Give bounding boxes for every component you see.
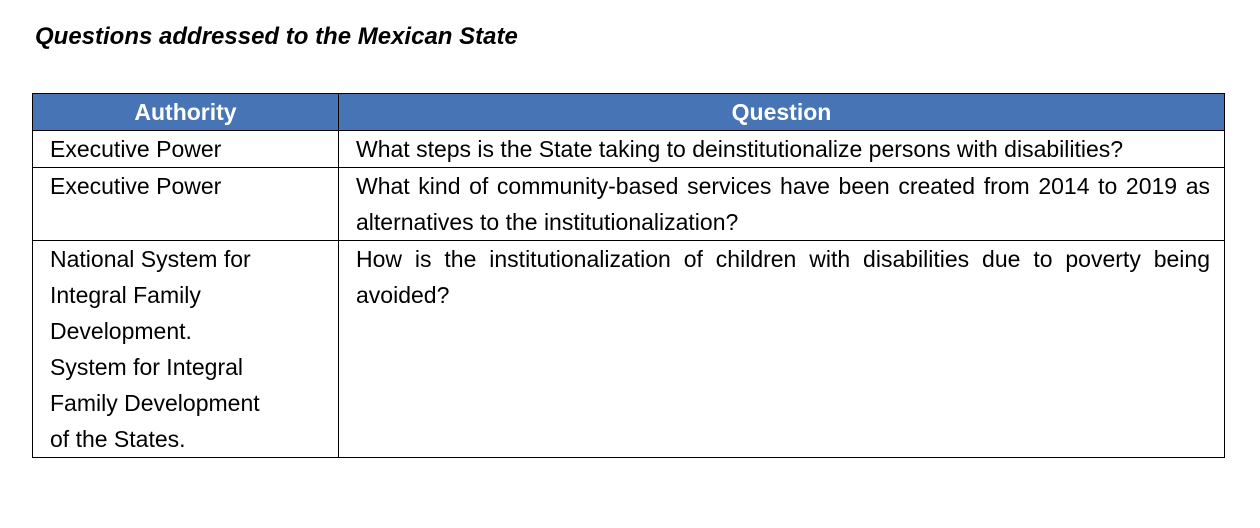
question-cell: What kind of community-based services have been created from 2014 to 2019 as alternatives to the institutionalization? — [339, 168, 1225, 241]
question-cell: What steps is the State taking to deinstitutionalize persons with disabilities? — [339, 131, 1225, 168]
authority-line: National System for — [50, 246, 251, 272]
table-header-row — [33, 94, 1225, 131]
authority-cell — [33, 241, 339, 458]
questions-table — [32, 93, 1225, 458]
authority-cell: Executive Power — [33, 168, 339, 241]
authority-line: of the States. — [50, 426, 186, 452]
table-row — [33, 131, 1225, 168]
header-question: Question — [339, 94, 1225, 131]
table-row — [33, 168, 1225, 241]
authority-line: Family Development — [50, 390, 260, 416]
document-title: Questions addressed to the Mexican State — [35, 23, 518, 50]
authority-cell: Executive Power — [33, 131, 339, 168]
table-row — [33, 241, 1225, 458]
authority-line: System for Integral — [50, 354, 244, 380]
authority-line: Integral Family — [50, 282, 201, 308]
authority-line: Development. — [50, 318, 192, 344]
header-authority: Authority — [33, 94, 339, 131]
question-cell: How is the institutionalization of children with disabilities due to poverty being avoided? — [339, 241, 1225, 458]
